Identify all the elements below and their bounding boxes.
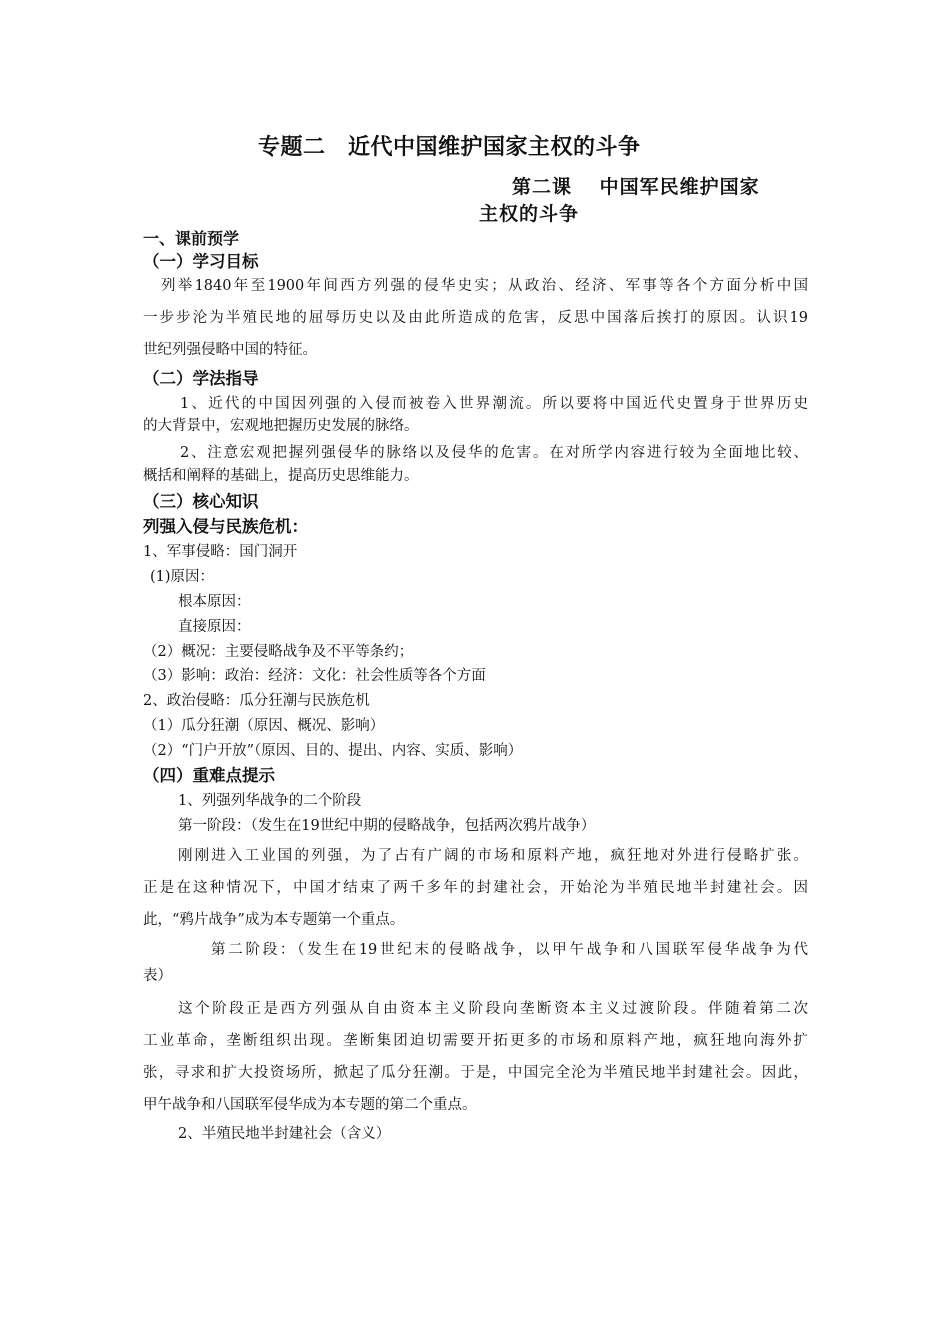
knowledge-item-2: 2、政治侵略：瓜分狂潮与民族危机 xyxy=(143,693,370,709)
method-2-line-1: 2、注意宏观把握列强侵华的脉络以及侵华的危害。在对所学内容进行较为全面地比较、 xyxy=(180,445,808,461)
method-1-line-2: 的大背景中，宏观地把握历史发展的脉络。 xyxy=(143,418,419,434)
stage-1-paragraph-line-1: 刚刚进入工业国的列强，为了占有广阔的市场和原料产地，疯狂地对外进行侵略扩张。 xyxy=(178,848,808,864)
knowledge-item-1-2: （2）概况：主要侵略战争及不平等条约； xyxy=(143,644,414,660)
stage-2-line-2: 表） xyxy=(143,968,172,984)
section-heading-preview: 一、课前预学 xyxy=(143,229,240,248)
goal-line-1: 列举1840年至1900年间西方列强的侵华史实；从政治、经济、军事等各个方面分析中国 xyxy=(161,278,808,294)
document-title: 专题二 近代中国维护国家主权的斗争 xyxy=(258,135,641,160)
lesson-title-line-2: 主权的斗争 xyxy=(479,203,580,225)
stage-2-paragraph-line-1: 这个阶段正是西方列强从自由资本主义阶段向垄断资本主义过渡阶段。伴随着第二次 xyxy=(178,1001,808,1017)
knowledge-item-2-2: （2）“门户开放”（原因、目的、提出、内容、实质、影响） xyxy=(143,743,523,759)
goal-line-3: 世纪列强侵略中国的特征。 xyxy=(143,342,317,358)
method-2-line-2: 概括和阐释的基础上，提高历史思维能力。 xyxy=(143,468,419,484)
knowledge-item-1: 1、军事侵略：国门洞开 xyxy=(143,544,298,560)
key-point-2: 2、半殖民地半封建社会（含义） xyxy=(178,1126,391,1142)
subheading-study-method: （二）学法指导 xyxy=(143,369,259,388)
knowledge-item-1-1-a: 根本原因： xyxy=(178,594,251,610)
goal-line-2: 一步步沦为半殖民地的屈辱历史以及由此所造成的危害，反思中国落后挨打的原因。认识19 xyxy=(143,310,808,326)
subheading-learning-goals: （一）学习目标 xyxy=(143,252,259,271)
knowledge-item-2-1: （1）瓜分狂潮（原因、概况、影响） xyxy=(143,718,385,734)
key-point-1: 1、列强列华战争的二个阶段 xyxy=(178,793,362,809)
knowledge-item-1-3: （3）影响：政治：经济：文化：社会性质等各个方面 xyxy=(143,668,486,684)
subheading-key-points: （四）重难点提示 xyxy=(143,766,275,785)
knowledge-item-1-1-b: 直接原因： xyxy=(178,619,251,635)
core-knowledge-heading: 列强入侵与民族危机： xyxy=(143,517,308,536)
method-1-line-1: 1、近代的中国因列强的入侵而被卷入世界潮流。所以要将中国近代史置身于世界历史 xyxy=(180,396,808,412)
lesson-title-line-1: 第二课 中国军民维护国家 xyxy=(512,176,760,198)
stage-2-line-1: 第二阶段：（发生在19世纪末的侵略战争，以甲午战争和八国联军侵华战争为代 xyxy=(211,942,808,958)
knowledge-item-1-1: (1)原因： xyxy=(150,569,215,585)
subheading-core-knowledge: （三）核心知识 xyxy=(143,492,259,511)
stage-2-paragraph-line-2: 工业革命，垄断组织出现。垄断集团迫切需要开拓更多的市场和原料产地，疯狂地向海外扩 xyxy=(143,1033,808,1049)
stage-2-paragraph-line-3: 张，寻求和扩大投资场所，掀起了瓜分狂潮。于是，中国完全沦为半殖民地半封建社会。因此， xyxy=(143,1065,808,1081)
stage-1: 第一阶段：（发生在19世纪中期的侵略战争，包括两次鸦片战争） xyxy=(178,818,596,834)
stage-2-paragraph-line-4: 甲午战争和八国联军侵华成为本专题的第二个重点。 xyxy=(143,1097,477,1113)
stage-1-paragraph-line-2: 正是在这种情况下，中国才结束了两千多年的封建社会，开始沦为半殖民地半封建社会。因 xyxy=(143,880,808,896)
stage-1-paragraph-line-3: 此，“鸦片战争”成为本专题第一个重点。 xyxy=(143,912,405,928)
